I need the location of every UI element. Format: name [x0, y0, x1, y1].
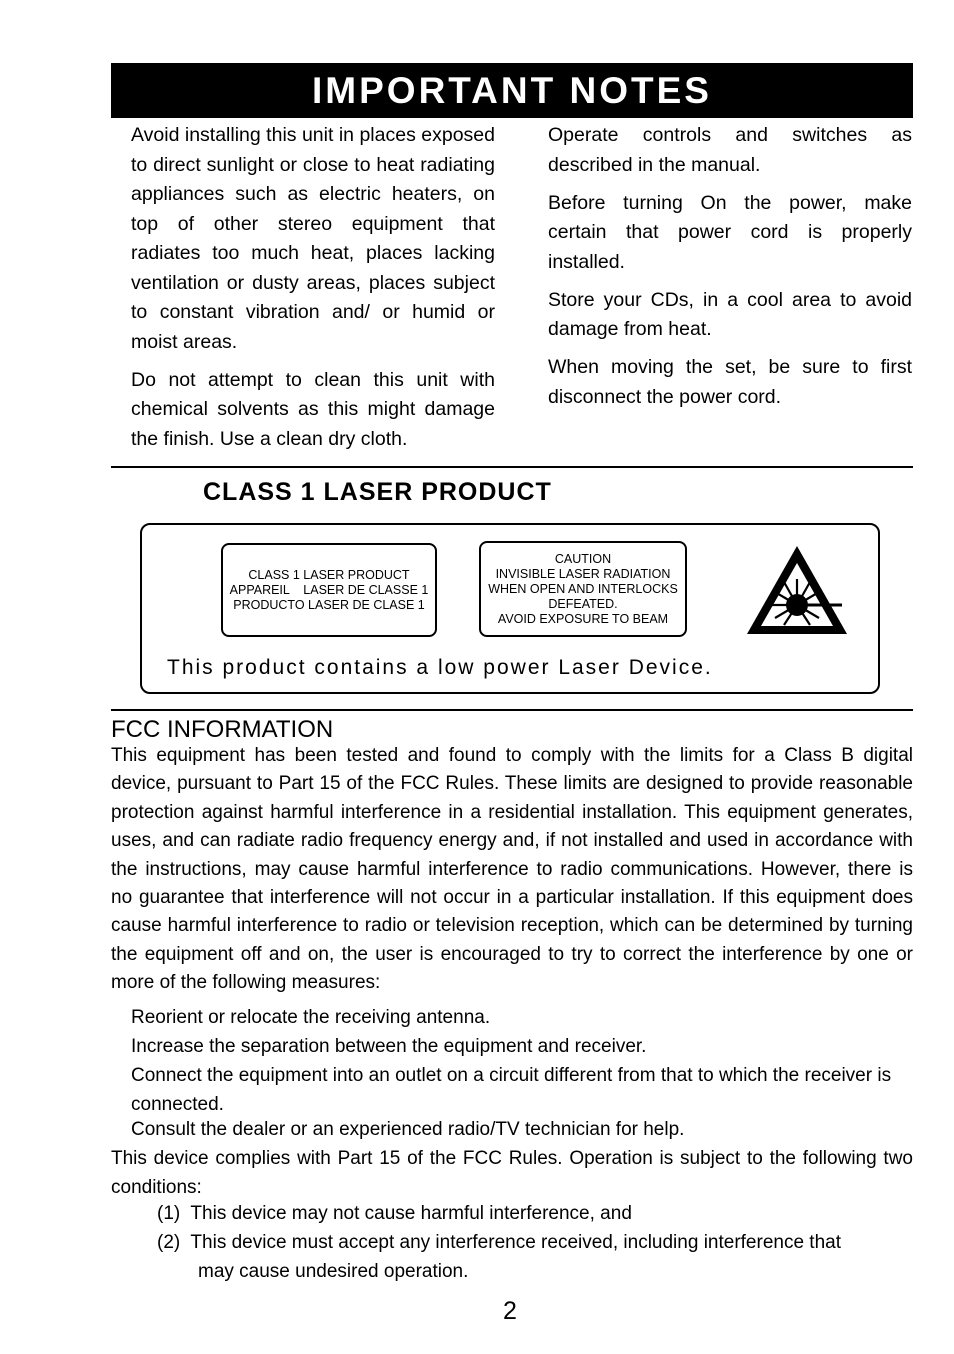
section-divider: [111, 466, 913, 468]
text-line: uses, and can radiate radio frequency energy and, if not installed and used in accordance with: [111, 830, 913, 852]
label-line: APPAREIL LASER DE CLASSE 1: [229, 582, 429, 597]
fcc-condition: (2) This device must accept any interference received, including interference that: [157, 1232, 841, 1253]
class1-label: [221, 543, 437, 637]
fcc-measure: Reorient or relocate the receiving antenna.: [131, 1007, 491, 1028]
laser-heading: CLASS 1 LASER PRODUCT: [203, 478, 552, 506]
text-line: the instructions, may cause harmful interference to radio communications. However, there is: [111, 858, 913, 880]
label-line: INVISIBLE LASER RADIATION: [495, 566, 671, 581]
fcc-measure: Increase the separation between the equipment and receiver.: [131, 1036, 647, 1057]
note-paragraph: When moving the set, be sure to first disconnect the power cord.: [548, 356, 912, 408]
fcc-measure: Consult the dealer or an experienced radio/TV technician for help.: [131, 1119, 685, 1140]
notes-right-column: [548, 121, 912, 421]
fcc-paragraph: [111, 742, 913, 998]
fcc-title: FCC INFORMATION: [111, 716, 334, 743]
fcc-condition-continued: may cause undesired operation.: [198, 1261, 469, 1282]
notes-left-column: [131, 121, 495, 463]
label-line: CAUTION: [554, 551, 612, 566]
caution-label: [479, 541, 687, 637]
section-divider: [111, 709, 913, 711]
page-number: 2: [503, 1297, 517, 1325]
laser-warning-icon: [744, 543, 850, 637]
note-paragraph: Avoid installing this unit in places exposed to direct sunlight or close to heat radiating appliances such as electric heaters, on top of other stereo equipment that radiates too much heat, places lacking ventilation or dusty areas, places subject to constant vibration and/ or humid or moist areas.: [131, 124, 495, 353]
text-line: protection against harmful interference in a residential installation. This equipment generates,: [111, 801, 913, 823]
label-line: WHEN OPEN AND INTERLOCKS: [488, 581, 678, 596]
note-paragraph: Operate controls and switches as described in the manual.: [548, 124, 912, 176]
fcc-condition: (1) This device may not cause harmful interference, and: [157, 1203, 632, 1224]
fcc-compliance-paragraph: This device complies with Part 15 of the FCC Rules. Operation is subject to the following two conditions:: [111, 1148, 913, 1198]
label-line: PRODUCTO LASER DE CLASE 1: [233, 597, 425, 612]
text-line: device, pursuant to Part 15 of the FCC Rules. These limits are designed to provide reasonable: [111, 773, 913, 795]
laser-note: This product contains a low power Laser Device.: [167, 656, 713, 679]
text-line: the equipment off and on, the user is encouraged to try to correct the interference by one or: [111, 943, 913, 965]
text-line: more of the following measures:: [111, 972, 381, 994]
note-paragraph: Before turning On the power, make certain that power cord is properly installed.: [548, 191, 912, 273]
laser-label-panel: [140, 523, 880, 694]
fcc-measure: Connect the equipment into an outlet on a circuit different from that to which the receiver is connected.: [131, 1065, 892, 1115]
label-line: DEFEATED.: [548, 596, 618, 611]
label-line: CLASS 1 LASER PRODUCT: [248, 567, 410, 582]
text-line: cause harmful interference to radio or television reception, which can be determined by turning: [111, 915, 913, 937]
note-paragraph: Store your CDs, in a cool area to avoid damage from heat.: [548, 288, 912, 340]
note-paragraph: Do not attempt to clean this unit with chemical solvents as this might damage the finish. Use a clean dry cloth.: [131, 368, 495, 450]
text-line: This equipment has been tested and found to comply with the limits for a Class B digital: [111, 745, 913, 766]
page-title: IMPORTANT NOTES: [111, 63, 913, 118]
label-line: AVOID EXPOSURE TO BEAM: [497, 611, 669, 626]
text-line: no guarantee that interference will not occur in a particular installation. If this equipment does: [111, 887, 913, 909]
